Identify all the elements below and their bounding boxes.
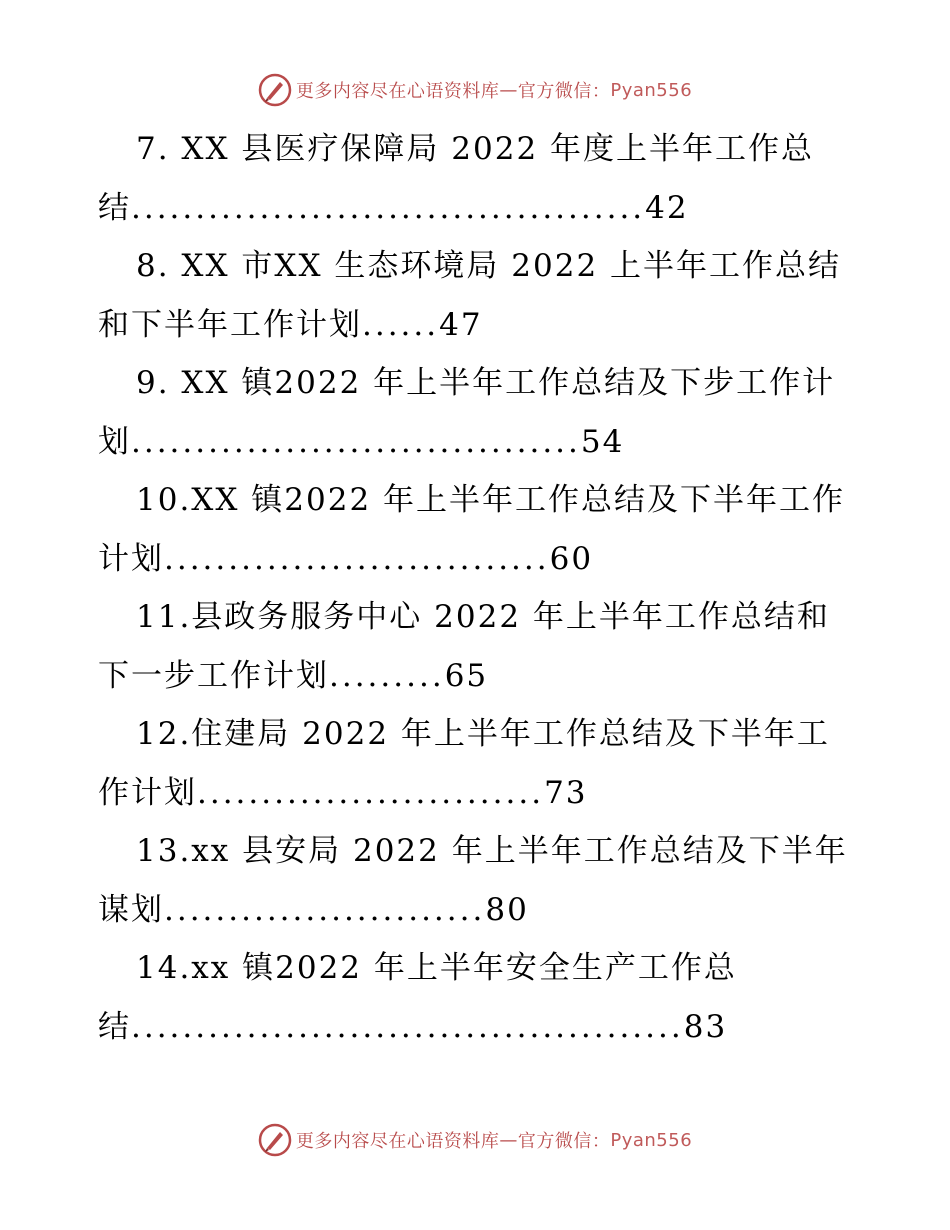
toc-entry-title: 11.县政务服务中心 2022 年上半年工作总结和下一步工作计划 xyxy=(98,599,830,694)
toc-entry-13[interactable] xyxy=(98,822,858,939)
toc-entry-7[interactable] xyxy=(98,120,858,237)
toc-page-number: 83 xyxy=(683,1008,728,1045)
toc-dot-leader: ......................... xyxy=(164,891,486,928)
toc-entry-title: 8. XX 市XX 生态环境局 2022 上半年工作总结和下半年工作计划 xyxy=(98,248,842,343)
toc-page-number: 65 xyxy=(444,657,489,694)
quill-pen-icon xyxy=(258,73,292,107)
banner-wechat-id: Pyan556 xyxy=(610,79,693,101)
banner-wechat-id: Pyan556 xyxy=(610,1129,693,1151)
toc-entry-12[interactable] xyxy=(98,705,858,822)
banner-text: 更多内容尽在心语资料库 xyxy=(295,1131,500,1152)
banner-text: 更多内容尽在心语资料库 xyxy=(295,81,500,102)
toc-entry-title: 12.住建局 2022 年上半年工作总结及下半年工作计划 xyxy=(98,716,830,811)
toc-dot-leader: ........................... xyxy=(197,774,545,811)
toc-entry-11[interactable] xyxy=(98,588,858,705)
toc-dot-leader: ......... xyxy=(329,657,445,694)
banner-suffix: 官方微信： xyxy=(517,1131,611,1152)
toc-page-number: 42 xyxy=(645,189,689,226)
banner-separator: — xyxy=(499,79,518,101)
toc-entry-title: 13.xx 县安局 2022 年上半年工作总结及下半年谋划 xyxy=(98,833,848,928)
toc-dot-leader: .............................. xyxy=(164,540,550,577)
toc-dot-leader: ........................................... xyxy=(131,1008,684,1045)
banner-suffix: 官方微信： xyxy=(517,81,611,102)
toc-entry-title: 9. XX 镇2022 年上半年工作总结及下步工作计划 xyxy=(98,365,836,460)
footer-watermark-banner xyxy=(0,1120,950,1160)
toc-dot-leader: ................................... xyxy=(131,423,581,460)
toc-entry-title: 14.xx 镇2022 年上半年安全生产工作总结 xyxy=(98,950,737,1045)
toc-entry-8[interactable] xyxy=(98,237,858,354)
toc-entry-title: 10.XX 镇2022 年上半年工作总结及下半年工作计划 xyxy=(98,482,846,577)
toc-entry-10[interactable] xyxy=(98,471,858,588)
toc-entry-title: 7. XX 县医疗保障局 2022 年度上半年工作总结 xyxy=(98,131,815,226)
toc-entry-9[interactable] xyxy=(98,354,858,471)
toc-page-number: 47 xyxy=(439,306,483,343)
toc-page-number: 80 xyxy=(485,891,529,928)
toc-dot-leader: ...... xyxy=(362,306,440,343)
toc-page-number: 73 xyxy=(544,774,588,811)
header-watermark-banner xyxy=(0,70,950,110)
toc-dot-leader: ........................................ xyxy=(131,189,646,226)
quill-pen-icon xyxy=(258,1123,292,1157)
table-of-contents xyxy=(98,120,858,1056)
toc-entry-14[interactable] xyxy=(98,939,858,1056)
toc-page-number: 60 xyxy=(549,540,594,577)
banner-separator: — xyxy=(499,1129,518,1151)
toc-page-number: 54 xyxy=(580,423,625,460)
